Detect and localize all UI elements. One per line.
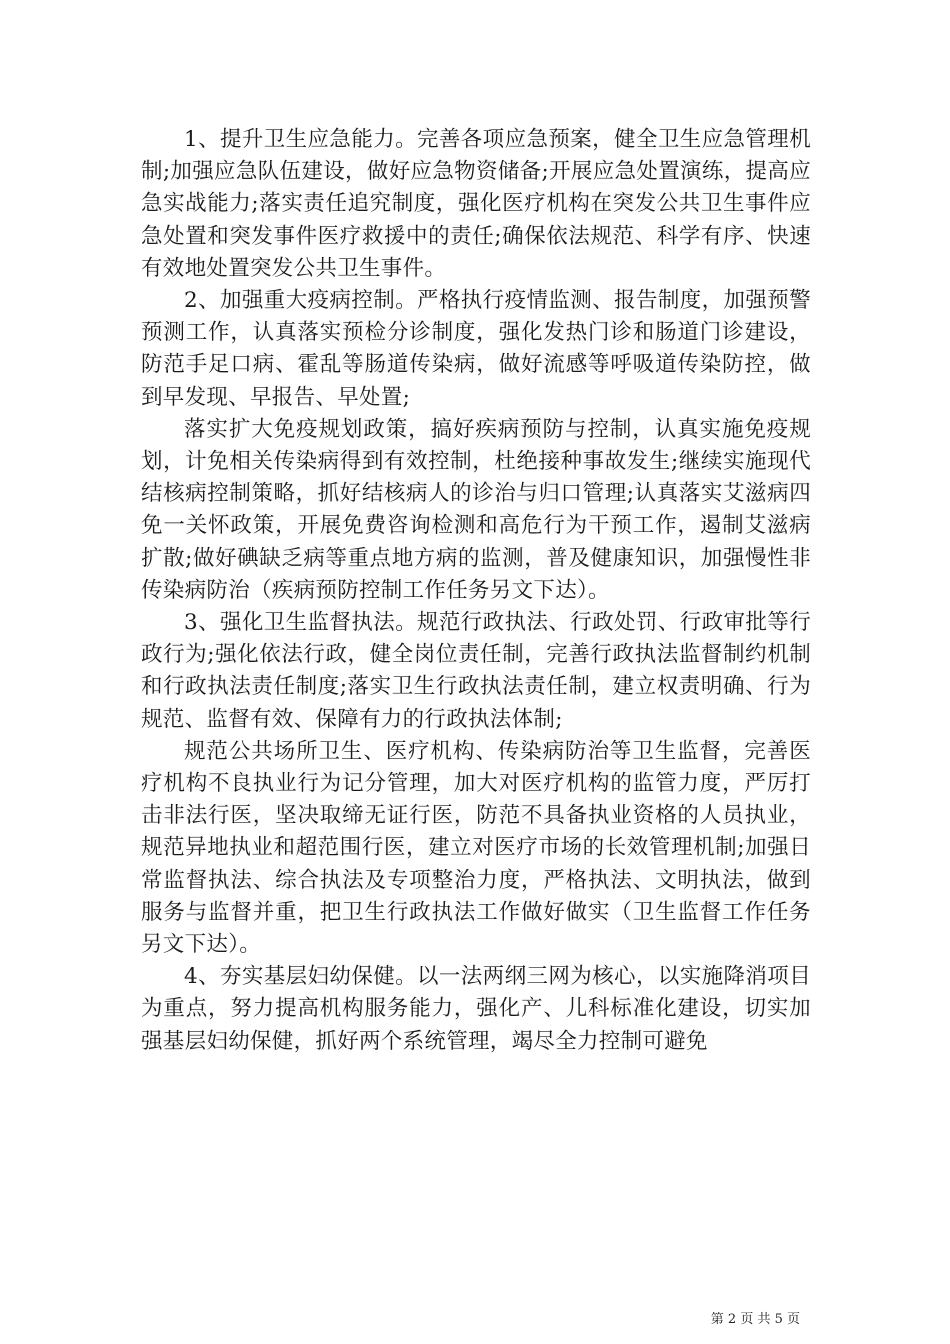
paragraph-maternal-child-health: 4、夯实基层妇幼保健。以一法两纲三网为核心，以实施降消项目为重点，努力提高机构服务能力，强化产、儿科标准化建设，切实加强基层妇幼保健，抓好两个系统管理，竭尽全力控制可避免 [141, 964, 811, 1054]
paragraph-health-supervision: 3、强化卫生监督执法。规范行政执法、行政处罚、行政审批等行政行为;强化依法行政，健全岗位责任制，完善行政执法监督制约机制和行政执法责任制度;落实卫生行政执法责任制，建立权责明确、行为规范、监督有效、保障有力的行政执法体制; [141, 610, 811, 732]
document-body [141, 124, 811, 1058]
page-number: 第 2 页 共 5 页 [710, 1312, 800, 1327]
paragraph-emergency-capacity: 1、提升卫生应急能力。完善各项应急预案，健全卫生应急管理机制;加强应急队伍建设，做好应急物资储备;开展应急处置演练，提高应急实战能力;落实责任追究制度，强化医疗机构在突发公共卫生事件应急处置和突发事件医疗救援中的责任;确保依法规范、科学有序、快速有效地处置突发公共卫生事件。 [141, 127, 811, 281]
paragraph-public-places-supervision: 规范公共场所卫生、医疗机构、传染病防治等卫生监督，完善医疗机构不良执业行为记分管理，加大对医疗机构的监管力度，严厉打击非法行医，坚决取缔无证行医，防范不具备执业资格的人员执业，规范异地执业和超范围行医，建立对医疗市场的长效管理机制;加强日常监督执法、综合执法及专项整治力度，严格执法、文明执法，做到服务与监督并重，把卫生行政执法工作做好做实（卫生监督工作任务另文下达）。 [141, 738, 811, 958]
paragraph-disease-control: 2、加强重大疫病控制。严格执行疫情监测、报告制度，加强预警预测工作，认真落实预检分诊制度，强化发热门诊和肠道门诊建设，防范手足口病、霍乱等肠道传染病，做好流感等呼吸道传染防控，做到早发现、早报告、早处置; [141, 288, 811, 410]
paragraph-immunization: 落实扩大免疫规划政策，搞好疾病预防与控制，认真实施免疫规划，计免相关传染病得到有效控制，杜绝接种事故发生;继续实施现代结核病控制策略，抓好结核病人的诊治与归口管理;认真落实艾滋病四免一关怀政策，开展免费咨询检测和高危行为干预工作，遏制艾滋病扩散;做好碘缺乏病等重点地方病的监测，普及健康知识，加强慢性非传染病防治（疾病预防控制工作任务另文下达）。 [141, 416, 811, 603]
